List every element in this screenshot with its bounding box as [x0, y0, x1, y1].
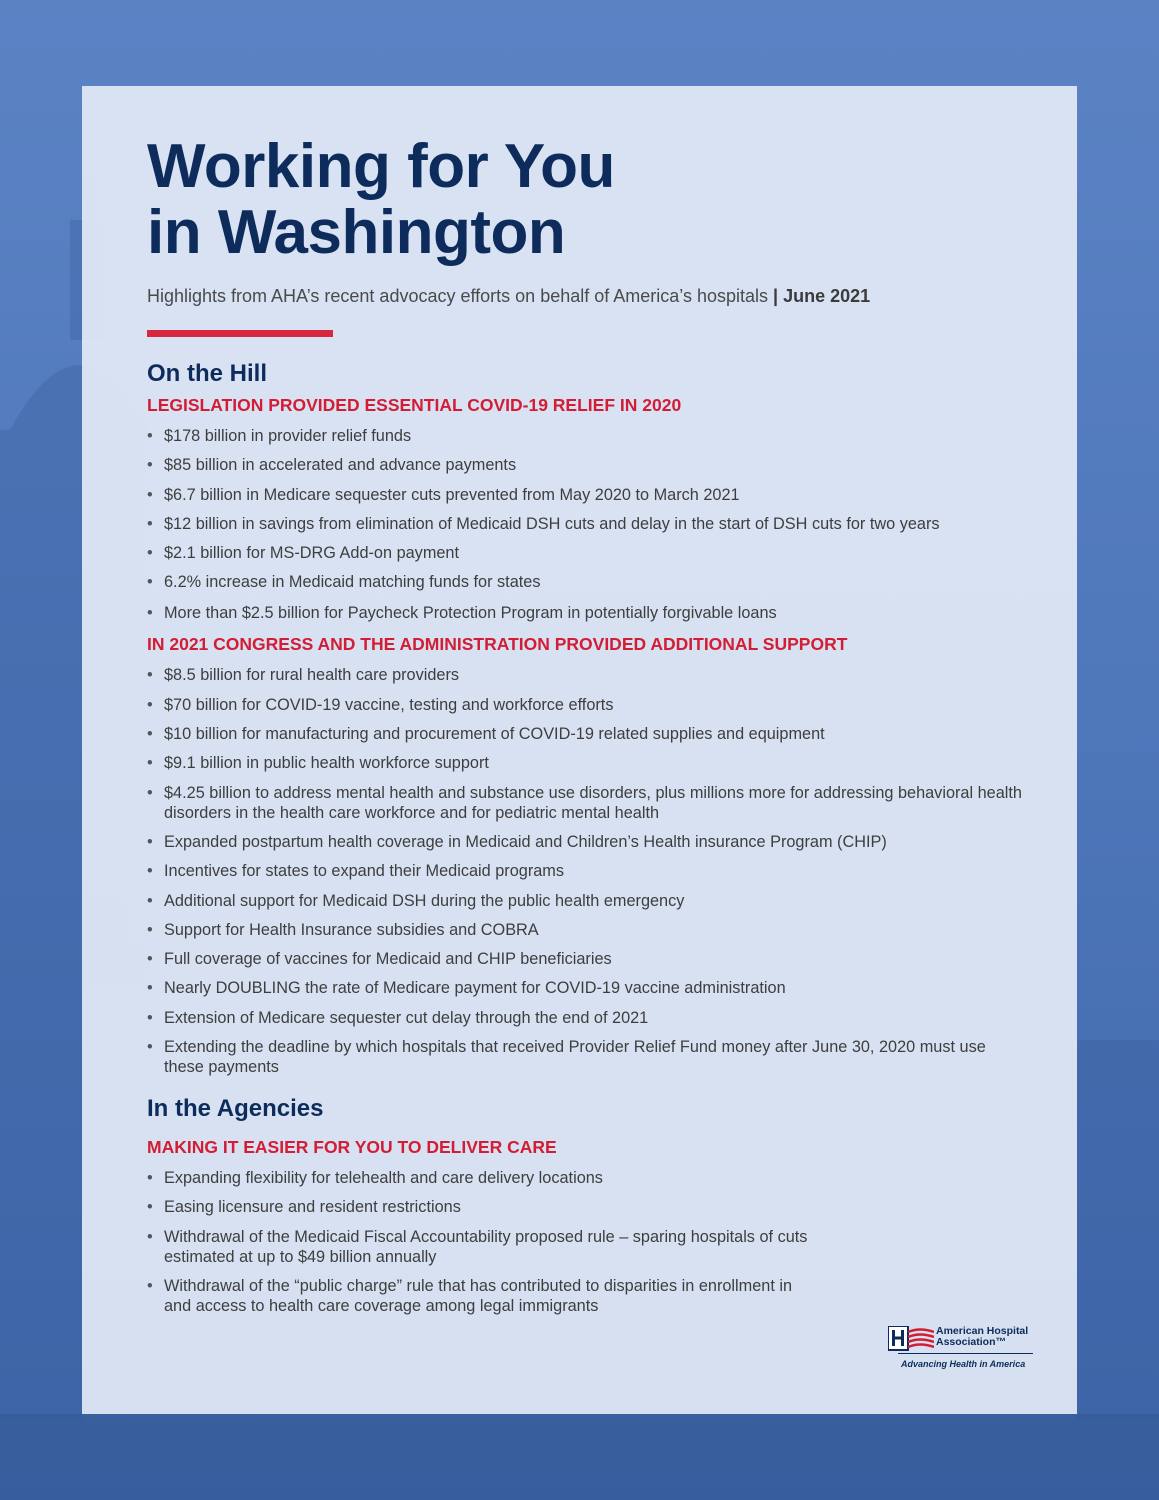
- list-item: • Withdrawal of the “public charge” rule that has contributed to disparities in enrollment in and access to health care coverage among legal immigrants: [147, 1276, 857, 1316]
- subtitle-date: June 2021: [783, 286, 871, 306]
- logo-tagline: Advancing Health in America: [901, 1359, 1026, 1369]
- title-line-1: Working for You: [147, 132, 615, 201]
- list-item: • $8.5 billion for rural health care providers: [147, 665, 1027, 685]
- list-item: • Expanding flexibility for telehealth and care delivery locations: [147, 1168, 857, 1188]
- logo-divider: [898, 1353, 1033, 1354]
- subtitle-separator: |: [773, 286, 779, 306]
- section-title-hill: On the Hill: [147, 360, 267, 387]
- list-item: • More than $2.5 billion for Paycheck Protection Program in potentially forgivable loans: [147, 603, 1027, 623]
- list-item: • Easing licensure and resident restrictions: [147, 1197, 857, 1217]
- logo-trademark: ™: [995, 1336, 1007, 1348]
- title-line-2: in Washington: [147, 198, 566, 267]
- list-item: • Extension of Medicare sequester cut delay through the end of 2021: [147, 1008, 1027, 1028]
- list-item: • $178 billion in provider relief funds: [147, 426, 1027, 446]
- list-item: • $70 billion for COVID-19 vaccine, testing and workforce efforts: [147, 695, 1027, 715]
- list-deliver-care: [147, 1168, 857, 1316]
- list-relief-2020: [147, 426, 1027, 623]
- list-item: • $9.1 billion in public health workforce support: [147, 753, 1027, 773]
- list-item: • Nearly DOUBLING the rate of Medicare payment for COVID-19 vaccine administration: [147, 978, 1027, 998]
- subtitle-text: Highlights from AHA’s recent advocacy efforts on behalf of America’s hospitals: [147, 286, 768, 306]
- aha-logo-icon: [888, 1326, 934, 1352]
- red-accent-rule: [147, 330, 333, 337]
- logo-name-line-2: Association: [936, 1336, 996, 1348]
- list-item: • Full coverage of vaccines for Medicaid and CHIP beneficiaries: [147, 949, 1027, 969]
- list-item: • $12 billion in savings from elimination of Medicaid DSH cuts and delay in the start of DSH cuts for two years: [147, 514, 1027, 534]
- subhead-deliver-care: MAKING IT EASIER FOR YOU TO DELIVER CARE: [147, 1137, 557, 1158]
- list-item: • Expanded postpartum health coverage in Medicaid and Children’s Health insurance Program (CHIP): [147, 832, 1027, 852]
- list-item: • Additional support for Medicaid DSH during the public health emergency: [147, 891, 1027, 911]
- list-item: • $2.1 billion for MS-DRG Add-on payment: [147, 543, 1027, 563]
- subhead-support-2021: IN 2021 CONGRESS AND THE ADMINISTRATION PROVIDED ADDITIONAL SUPPORT: [147, 634, 848, 655]
- content-panel: [82, 86, 1077, 1414]
- logo-name-line-1: American Hospital: [936, 1325, 1029, 1337]
- aha-logo: [888, 1326, 1038, 1386]
- page-title: [147, 134, 1027, 266]
- list-item: • $10 billion for manufacturing and procurement of COVID-19 related supplies and equipment: [147, 724, 1027, 744]
- list-item: • Support for Health Insurance subsidies and COBRA: [147, 920, 1027, 940]
- list-support-2021: [147, 665, 1027, 1077]
- list-item: • Withdrawal of the Medicaid Fiscal Accountability proposed rule – sparing hospitals of cuts estimated at up to $49 billion annually: [147, 1227, 857, 1267]
- list-item: • $6.7 billion in Medicare sequester cuts prevented from May 2020 to March 2021: [147, 485, 1027, 505]
- list-item: • Incentives for states to expand their Medicaid programs: [147, 861, 1027, 881]
- list-item: • Extending the deadline by which hospitals that received Provider Relief Fund money after June 30, 2020 must use these payments: [147, 1037, 1027, 1077]
- subhead-relief-2020: LEGISLATION PROVIDED ESSENTIAL COVID-19 RELIEF IN 2020: [147, 395, 682, 415]
- panel-content: [147, 134, 1027, 1325]
- list-item: • 6.2% increase in Medicaid matching funds for states: [147, 572, 1027, 592]
- logo-name: [936, 1326, 1028, 1348]
- list-item: • $85 billion in accelerated and advance payments: [147, 455, 1027, 475]
- list-item: • $4.25 billion to address mental health and substance use disorders, plus millions more for addressing behavioral health disorders in the health care workforce and for pediatric mental health: [147, 783, 1027, 823]
- section-title-agencies: In the Agencies: [147, 1095, 324, 1123]
- subtitle: [147, 284, 1027, 308]
